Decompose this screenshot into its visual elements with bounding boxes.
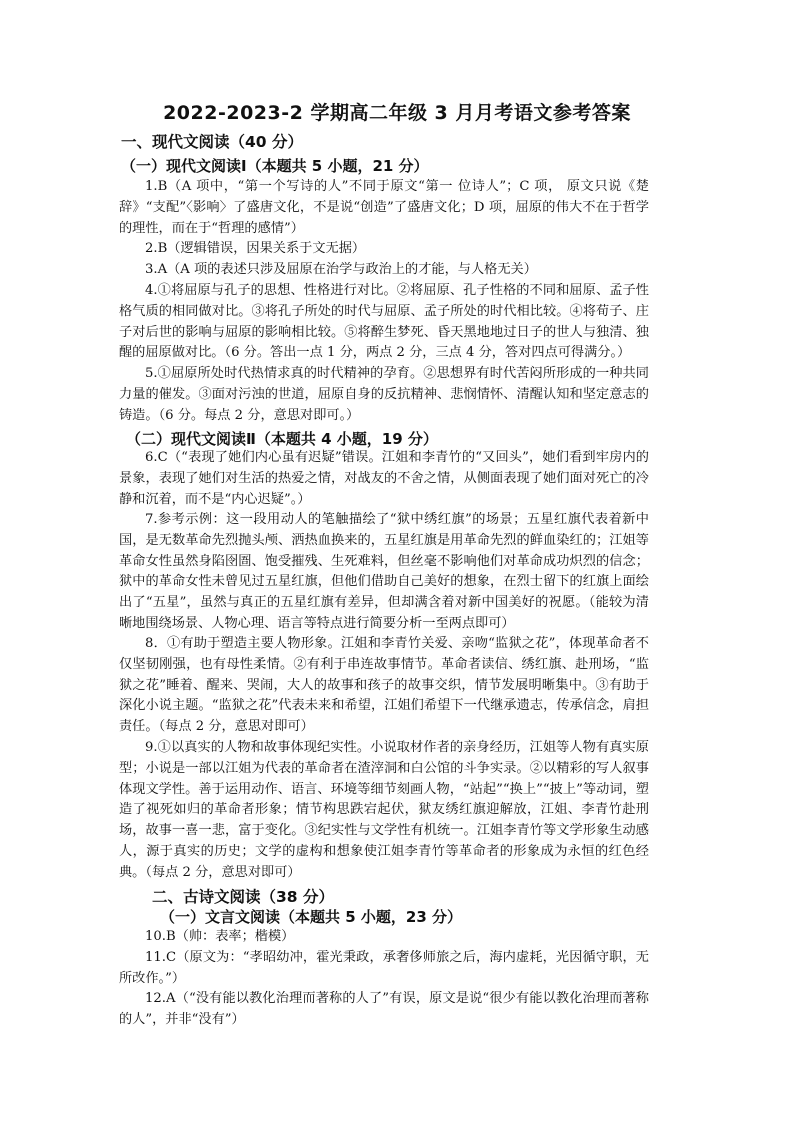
answer-item-10: 10.B（帅：表率；楷模） [145,929,295,944]
answer-item-7: 7.参考示例：这一段用动人的笔触描绘了“狱中绣红旗”的场景；五星红旗代表着新中国，是无数革命先烈抛头颅、洒热血换来的，五星红旗是用革命先烈的鲜血染红的；江姐等革命女性虽然身陷囹圄、饱受摧残、生死难料，但丝毫不影响他们对革命成功炽烈的信念；狱中的革命女性未曾见过五星红旗，但他们借助自己美好的想象，在烈士留下的红旗上面绘出了“五星”，虽然与真正的五星红旗有差异，但却满含着对新中国美好的祝愿。（能较为清晰地围绕场景、人物心理、语言等特点进行简要分析一至两点即可） [119,512,649,631]
section-heading-modern-reading: 一、现代文阅读（40 分） [121,133,303,151]
section-heading-classical-reading: 二、古诗文阅读（38 分） [152,888,334,906]
answer-item-6: 6.C（“表现了她们内心虽有迟疑”错误。江姐和李青竹的“又回头”，她们看到牢房内的景象，表现了她们对生活的热爱之情，对战友的不舍之情，从侧面表现了她们面对死亡的冷静和沉着，而不是“内心迟疑”。） [119,450,649,507]
answer-item-11: 11.C（原文为：“孝昭幼冲，霍光秉政，承奢侈师旅之后，海内虚耗，光因循守职，无所改作。”） [119,950,649,986]
answer-item-12: 12.A（“没有能以教化治理而著称的人了”有误，原文是说“很少有能以教化治理而著称的人”，并非“没有”） [119,991,649,1027]
answer-item-4: 4.①将屈原与孔子的思想、性格进行对比。②将屈原、孔子性格的不同和屈原、孟子性格气质的相同做对比。③将孔子所处的时代与屈原、孟子所处的时代相比较。④将荀子、庄子对后世的影响与屈原的影响相比较。⑤将醉生梦死、昏天黑地地过日子的世人与独清、独醒的屈原做对比。（6 分。答出一点 1 分，两点 2 分，三点 4 分，答对四点可得满分。） [119,283,649,361]
answer-item-9: 9.①以真实的人物和故事体现纪实性。小说取材作者的亲身经历，江姐等人物有真实原型；小说是一部以江姐为代表的革命者在渣滓洞和白公馆的斗争实录。②以精彩的写人叙事体现文学性。善于运用动作、语言、环境等细节刻画人物，“站起”“换上”“披上”等动词，塑造了视死如归的革命者形象；情节构思跌宕起伏，狱友绣红旗迎解放，江姐、李青竹赴刑场，故事一喜一悲，富于变化。③纪实性与文学性有机统一。江姐李青竹等文学形象生动感人，源于真实的历史；文学的虚构和想象使江姐李青竹等革命者的形象成为永恒的红色经典。（每点 2 分，意思对即可） [119,740,649,880]
answer-item-3: 3.A（A 项的表述只涉及屈原在治学与政治上的才能，与人格无关） [145,262,537,277]
answer-item-2: 2.B（逻辑错误，因果关系于文无据） [145,241,366,256]
subsection-heading-modern-reading-2: （二）现代文阅读Ⅱ（本题共 4 小题，19 分） [126,430,438,448]
subsection-heading-modern-reading-1: （一）现代文阅读Ⅰ（本题共 5 小题，21 分） [121,157,429,175]
answer-item-8: 8．①有助于塑造主要人物形象。江姐和李青竹关爱、亲吻“监狱之花”，体现革命者不仅坚韧刚强，也有母性柔情。②有利于串连故事情节。革命者读信、绣红旗、赴刑场，“监狱之花”睡着、醒来、哭闹，大人的故事和孩子的故事交织，情节发展明晰集中。③有助于深化小说主题。“监狱之花”代表未来和希望，江姐们希望下一代继承遗志，传承信念，肩担责任。（每点 2 分，意思对即可） [119,636,649,735]
answer-item-1: 1.B（A 项中，“第一个写诗的人”不同于原文“第一 位诗人”；C 项， 原文只说《楚辞》“支配”〈影响〉了盛唐文化，不是说“创造”了盛唐文化；D 项，屈原的伟大不在于哲学的理性，而在于“哲理的感情”） [119,179,649,236]
answer-item-5: 5.①屈原所处时代热情求真的时代精神的孕育。②思想界有时代苦闷所形成的一种共同力量的催发。③面对污浊的世道，屈原自身的反抗精神、悲悯情怀、清醒认知和坚定意志的铸造。（6 分。每点 2 分，意思对即可。） [119,366,649,423]
document-title: 2022-2023-2 学期高二年级 3 月月考语文参考答案 [163,102,631,124]
subsection-heading-classical-prose: （一）文言文阅读（本题共 5 小题，23 分） [160,908,462,926]
